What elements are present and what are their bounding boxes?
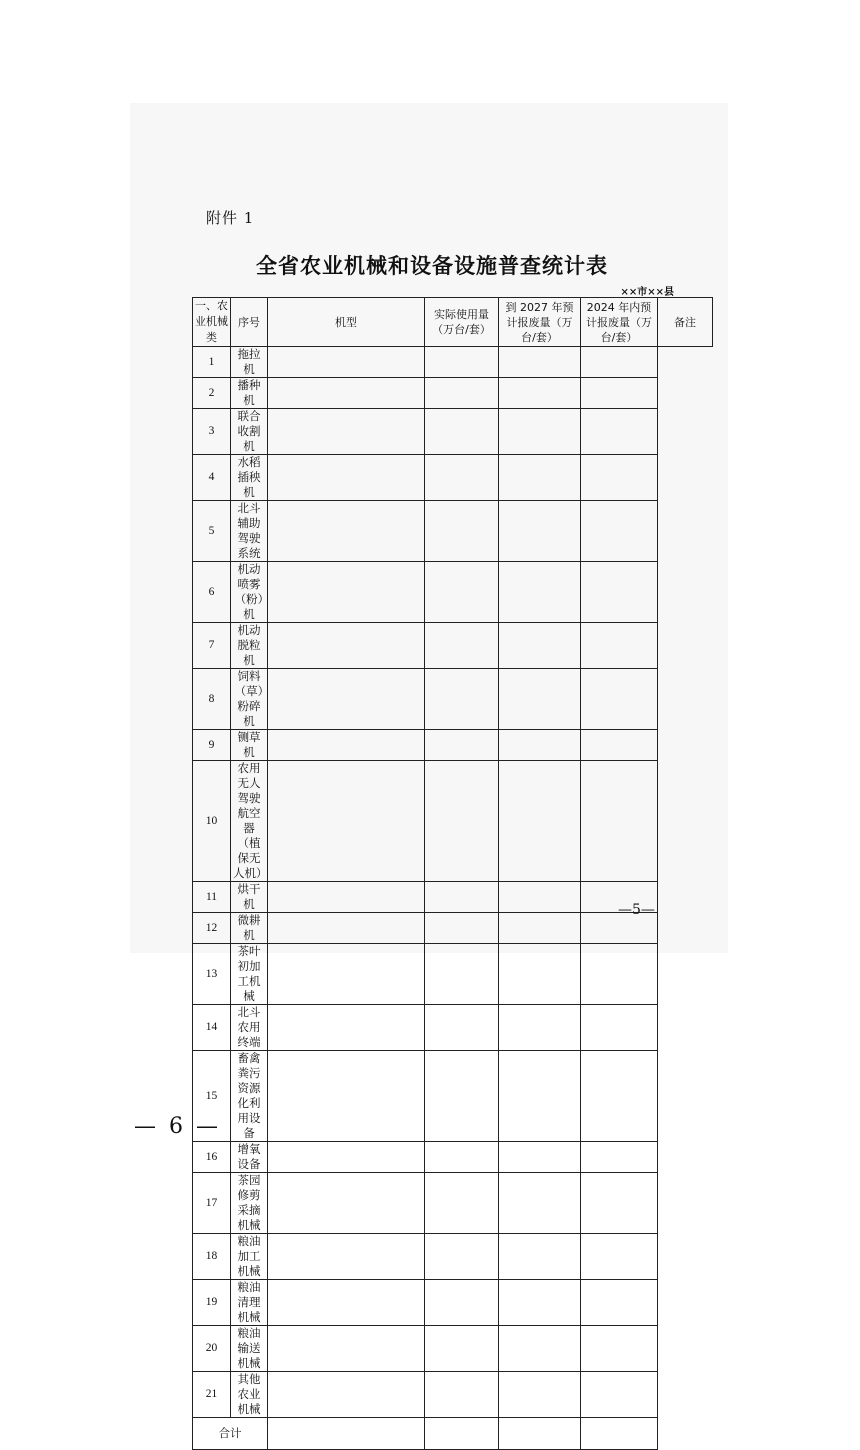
table-body — [193, 347, 713, 1450]
row-number: 6 — [193, 562, 231, 623]
table-row — [193, 1173, 713, 1234]
total-scrap-2027-cell[interactable] — [425, 1418, 499, 1450]
table-row — [193, 1326, 713, 1372]
actual-use-cell[interactable] — [268, 1234, 425, 1280]
scrap-2027-cell[interactable] — [425, 1280, 499, 1326]
machine-name: 农用无人驾驶航空器（植保无人机） — [231, 761, 268, 882]
scrap-2027-cell[interactable] — [425, 409, 499, 455]
scrap-2024-header: 2024 年内预计报废量（万台/套） — [581, 298, 658, 347]
scrap-2027-header: 到 2027 年预计报废量（万台/套） — [499, 298, 581, 347]
machine-name: 播种机 — [231, 378, 268, 409]
table-row — [193, 378, 713, 409]
notes-cell[interactable] — [581, 562, 658, 623]
scrap-2024-cell[interactable] — [499, 347, 581, 378]
row-number: 21 — [193, 1372, 231, 1418]
survey-table — [192, 297, 713, 1450]
header-row — [193, 298, 713, 347]
actual-use-cell[interactable] — [268, 761, 425, 882]
scrap-2027-cell[interactable] — [425, 669, 499, 730]
table-row — [193, 1372, 713, 1418]
notes-cell[interactable] — [581, 409, 658, 455]
machine-name: 烘干机 — [231, 882, 268, 913]
scrap-2024-cell[interactable] — [499, 1142, 581, 1173]
machine-name: 联合收割机 — [231, 409, 268, 455]
scrap-2024-cell[interactable] — [499, 501, 581, 562]
row-number: 17 — [193, 1173, 231, 1234]
actual-use-cell[interactable] — [268, 1051, 425, 1142]
scrap-2024-cell[interactable] — [499, 1372, 581, 1418]
scrap-2027-cell[interactable] — [425, 623, 499, 669]
table-row — [193, 1051, 713, 1142]
actual-use-cell[interactable] — [268, 1326, 425, 1372]
scrap-2024-cell[interactable] — [499, 1005, 581, 1051]
scrap-2024-cell[interactable] — [499, 378, 581, 409]
scrap-2027-cell[interactable] — [425, 913, 499, 944]
scrap-2024-cell[interactable] — [499, 1280, 581, 1326]
scrap-2027-cell[interactable] — [425, 761, 499, 882]
table-row — [193, 347, 713, 378]
scrap-2027-cell[interactable] — [425, 501, 499, 562]
scrap-2027-cell[interactable] — [425, 1051, 499, 1142]
scrap-2027-cell[interactable] — [425, 882, 499, 913]
scrap-2027-cell[interactable] — [425, 1005, 499, 1051]
notes-cell[interactable] — [581, 730, 658, 761]
notes-cell[interactable] — [581, 347, 658, 378]
scrap-2027-cell[interactable] — [425, 1234, 499, 1280]
row-number: 15 — [193, 1051, 231, 1142]
actual-use-cell[interactable] — [268, 1005, 425, 1051]
notes-cell[interactable] — [581, 669, 658, 730]
notes-cell[interactable] — [581, 1005, 658, 1051]
scrap-2027-cell[interactable] — [425, 347, 499, 378]
actual-use-cell[interactable] — [268, 347, 425, 378]
scrap-2024-cell[interactable] — [499, 1051, 581, 1142]
total-actual-use-cell[interactable] — [268, 1418, 425, 1450]
scrap-2024-cell[interactable] — [499, 944, 581, 1005]
notes-cell[interactable] — [581, 1051, 658, 1142]
table-row — [193, 944, 713, 1005]
actual-use-cell[interactable] — [268, 730, 425, 761]
actual-use-cell[interactable] — [268, 1173, 425, 1234]
notes-cell[interactable] — [581, 623, 658, 669]
table-row — [193, 455, 713, 501]
outer-page-number: — 6 — — [134, 1114, 221, 1139]
scrap-2024-cell[interactable] — [499, 761, 581, 882]
scrap-2027-cell[interactable] — [425, 562, 499, 623]
actual-use-cell[interactable] — [268, 1372, 425, 1418]
machine-name: 饲料（草）粉碎机 — [231, 669, 268, 730]
machine-name: 增氧设备 — [231, 1142, 268, 1173]
table-row — [193, 1234, 713, 1280]
row-number: 2 — [193, 378, 231, 409]
machine-name: 茶叶初加工机械 — [231, 944, 268, 1005]
scrap-2024-cell[interactable] — [499, 623, 581, 669]
row-number: 8 — [193, 669, 231, 730]
row-number: 9 — [193, 730, 231, 761]
notes-cell[interactable] — [581, 1280, 658, 1326]
row-number: 3 — [193, 409, 231, 455]
scrap-2027-cell[interactable] — [425, 730, 499, 761]
notes-cell[interactable] — [581, 378, 658, 409]
scrap-2027-cell[interactable] — [425, 1372, 499, 1418]
scrap-2027-cell[interactable] — [425, 378, 499, 409]
actual-use-cell[interactable] — [268, 1142, 425, 1173]
machine-name: 北斗农用终端 — [231, 1005, 268, 1051]
category-cell — [193, 298, 231, 347]
row-number: 14 — [193, 1005, 231, 1051]
category-label: 一、农业机械类 — [195, 299, 228, 344]
actual-use-cell[interactable] — [268, 409, 425, 455]
total-row — [193, 1418, 713, 1450]
machine-name: 铡草机 — [231, 730, 268, 761]
machine-name: 机动喷雾（粉）机 — [231, 562, 268, 623]
scrap-2027-cell[interactable] — [425, 1326, 499, 1372]
scrap-2027-cell[interactable] — [425, 455, 499, 501]
actual-use-cell[interactable] — [268, 623, 425, 669]
actual-use-cell[interactable] — [268, 882, 425, 913]
notes-cell[interactable] — [581, 1326, 658, 1372]
row-number: 13 — [193, 944, 231, 1005]
attachment-label: 附件 1 — [206, 209, 255, 227]
machine-name: 水稻插秧机 — [231, 455, 268, 501]
row-number: 7 — [193, 623, 231, 669]
notes-cell[interactable] — [581, 1173, 658, 1234]
model-header: 机型 — [268, 298, 425, 347]
notes-cell[interactable] — [581, 455, 658, 501]
table-row — [193, 501, 713, 562]
actual-use-cell[interactable] — [268, 1280, 425, 1326]
region-label: ××市××县 — [620, 287, 674, 298]
table-row — [193, 409, 713, 455]
machine-name: 北斗辅助驾驶系统 — [231, 501, 268, 562]
total-notes-cell[interactable] — [581, 1418, 658, 1450]
notes-cell[interactable] — [581, 1372, 658, 1418]
table-row — [193, 1142, 713, 1173]
scrap-2027-cell[interactable] — [425, 1173, 499, 1234]
notes-cell[interactable] — [581, 1234, 658, 1280]
scrap-2027-cell[interactable] — [425, 1142, 499, 1173]
scrap-2024-cell[interactable] — [499, 562, 581, 623]
row-number: 12 — [193, 913, 231, 944]
table-row — [193, 1005, 713, 1051]
table-row — [193, 761, 713, 882]
row-number: 18 — [193, 1234, 231, 1280]
actual-use-cell[interactable] — [268, 455, 425, 501]
actual-use-cell[interactable] — [268, 501, 425, 562]
scrap-2024-cell[interactable] — [499, 1173, 581, 1234]
document-title: 全省农业机械和设备设施普查统计表 — [256, 253, 608, 278]
scrap-2024-cell[interactable] — [499, 913, 581, 944]
table-row — [193, 669, 713, 730]
machine-name: 微耕机 — [231, 913, 268, 944]
scrap-2027-cell[interactable] — [425, 944, 499, 1005]
machine-name: 粮油清理机械 — [231, 1280, 268, 1326]
row-number: 5 — [193, 501, 231, 562]
table-row — [193, 623, 713, 669]
machine-name: 其他农业机械 — [231, 1372, 268, 1418]
seq-header: 序号 — [231, 298, 268, 347]
machine-name: 机动脱粒机 — [231, 623, 268, 669]
inner-page-number: —5— — [618, 902, 655, 918]
notes-cell[interactable] — [581, 501, 658, 562]
scrap-2024-cell[interactable] — [499, 1326, 581, 1372]
table-row — [193, 562, 713, 623]
actual-use-cell[interactable] — [268, 378, 425, 409]
scrap-2024-cell[interactable] — [499, 409, 581, 455]
scrap-2024-cell[interactable] — [499, 730, 581, 761]
row-number: 11 — [193, 882, 231, 913]
notes-cell[interactable] — [581, 1142, 658, 1173]
row-number: 16 — [193, 1142, 231, 1173]
actual-use-cell[interactable] — [268, 669, 425, 730]
scrap-2024-cell[interactable] — [499, 455, 581, 501]
total-scrap-2024-cell[interactable] — [499, 1418, 581, 1450]
actual-use-cell[interactable] — [268, 562, 425, 623]
actual-use-cell[interactable] — [268, 944, 425, 1005]
actual-use-cell[interactable] — [268, 913, 425, 944]
table-row — [193, 1280, 713, 1326]
notes-cell[interactable] — [581, 944, 658, 1005]
row-number: 19 — [193, 1280, 231, 1326]
machine-name: 畜禽粪污资源化利用设备 — [231, 1051, 268, 1142]
row-number: 20 — [193, 1326, 231, 1372]
row-number: 1 — [193, 347, 231, 378]
row-number: 4 — [193, 455, 231, 501]
scrap-2024-cell[interactable] — [499, 882, 581, 913]
machine-name: 粮油输送机械 — [231, 1326, 268, 1372]
scrap-2024-cell[interactable] — [499, 1234, 581, 1280]
table-row — [193, 730, 713, 761]
actual-use-header: 实际使用量（万台/套） — [425, 298, 499, 347]
notes-cell[interactable] — [581, 761, 658, 882]
total-label: 合计 — [193, 1418, 268, 1450]
machine-name: 拖拉机 — [231, 347, 268, 378]
notes-header: 备注 — [658, 298, 713, 347]
machine-name: 茶园修剪采摘机械 — [231, 1173, 268, 1234]
scrap-2024-cell[interactable] — [499, 669, 581, 730]
machine-name: 粮油加工机械 — [231, 1234, 268, 1280]
row-number: 10 — [193, 761, 231, 882]
